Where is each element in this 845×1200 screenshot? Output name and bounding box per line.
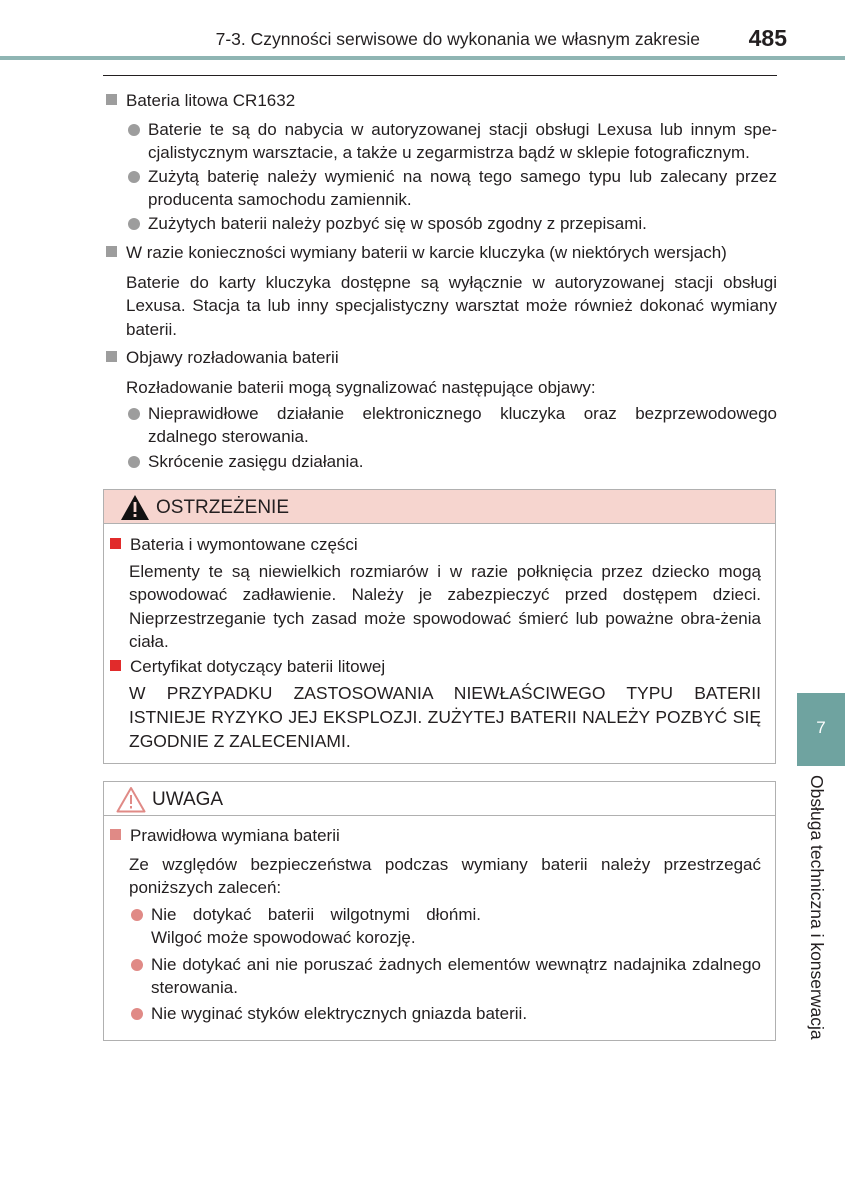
chapter-section-title: 7-3. Czynności serwisowe do wykonania we własnym zakresie	[215, 29, 700, 49]
section-heading-key-card: W razie konieczności wymiany baterii w karcie kluczyka (w niektórych wersjach)	[106, 241, 727, 264]
chapter-title-vertical: Obsługa techniczna i konserwacja	[807, 775, 827, 1040]
bullet-dot-icon	[128, 408, 140, 420]
list-item: Nie dotykać baterii wilgotnymi dłońmi. Wilgoć może spowodować korozję.	[129, 903, 761, 950]
caution-box	[103, 781, 776, 1041]
bullet-dot-icon	[131, 959, 143, 971]
bullet-dot-icon	[131, 1008, 143, 1020]
pink-square-icon	[110, 829, 121, 840]
square-bullet-icon	[106, 351, 117, 362]
bullet-dot-icon	[128, 124, 140, 136]
bullet-dot-icon	[128, 218, 140, 230]
red-square-icon	[110, 538, 121, 549]
section-paragraph: Baterie do karty kluczyka dostępne są wyłącznie w autoryzowanej stacji obsługi Lexusa. Stacja ta lub inny specjalistyczny warsztat może również dokonać wymiany baterii.	[126, 273, 777, 339]
list-item: Nie dotykać ani nie poruszać żadnych elementów wewnątrz nadajnika zdalnego sterowania.	[129, 953, 761, 1000]
square-bullet-icon	[106, 246, 117, 257]
chapter-number: 7	[816, 718, 826, 737]
warning-box-header	[104, 490, 775, 524]
warning-item-heading: Bateria i wymontowane części	[110, 533, 358, 556]
list-item: Nieprawidłowe działanie elektronicznego kluczyka oraz bezprzewodowego zdalnego sterowania.	[126, 402, 777, 449]
list-item: Zużytą baterię należy wymienić na nową tego samego typu lub zalecany przez producenta samochodu zamiennik.	[126, 165, 777, 212]
caution-title: UWAGA	[152, 789, 224, 810]
bullet-dot-icon	[131, 909, 143, 921]
caution-box-header	[104, 782, 775, 816]
list-item: Skrócenie zasięgu działania.	[126, 450, 777, 473]
warning-item-text: W PRZYPADKU ZASTOSOWANIA NIEWŁAŚCIWEGO TYPU BATERII ISTNIEJE RYZYKO JEJ EKSPLOZJI. ZUŻYTEJ BATERII NALEŻY POZBYĆ SIĘ ZGODNIE Z ZALECENIAMI.	[129, 683, 761, 751]
list-item: Baterie te są do nabycia w autoryzowanej stacji obsługi Lexusa lub innym spe-cjalistycznym warsztacie, a także u zegarmistrza bądź w sklepie fotograficznym.	[126, 118, 777, 165]
caution-item-text: Ze względów bezpieczeństwa podczas wymiany baterii należy przestrzegać poniższych zaleceń:	[129, 855, 761, 898]
square-bullet-icon	[106, 94, 117, 105]
chapter-tab[interactable]	[797, 693, 845, 766]
list-item: Zużytych baterii należy pozbyć się w sposób zgodny z przepisami.	[126, 212, 777, 235]
section-paragraph: Rozładowanie baterii mogą sygnalizować następujące objawy:	[126, 378, 596, 397]
warning-title: OSTRZEŻENIE	[156, 497, 290, 518]
page-number: 485	[748, 25, 787, 51]
list-item: Nie wyginać styków elektrycznych gniazda baterii.	[129, 1002, 761, 1025]
header-rule	[0, 56, 845, 60]
caution-item-heading: Prawidłowa wymiana baterii	[110, 824, 340, 847]
warning-item-text: Elementy te są niewielkich rozmiarów i w razie połknięcia przez dziecko mogą spowodować zadławienie. Należy je zabezpieczyć przed dostępem dzieci. Nieprzestrzeganie tych zasad może spowodować śmierć lub poważne obra-żenia ciała.	[129, 562, 761, 652]
warning-triangle-icon	[120, 494, 150, 521]
caution-triangle-icon	[116, 786, 146, 813]
red-square-icon	[110, 660, 121, 671]
bullet-dot-icon	[128, 456, 140, 468]
warning-item-heading: Certyfikat dotyczący baterii litowej	[110, 655, 385, 678]
section-heading-symptoms: Objawy rozładowania baterii	[106, 346, 339, 369]
section-heading-battery: Bateria litowa CR1632	[106, 89, 295, 112]
content-divider	[103, 75, 777, 76]
bullet-dot-icon	[128, 171, 140, 183]
warning-box	[103, 489, 776, 764]
